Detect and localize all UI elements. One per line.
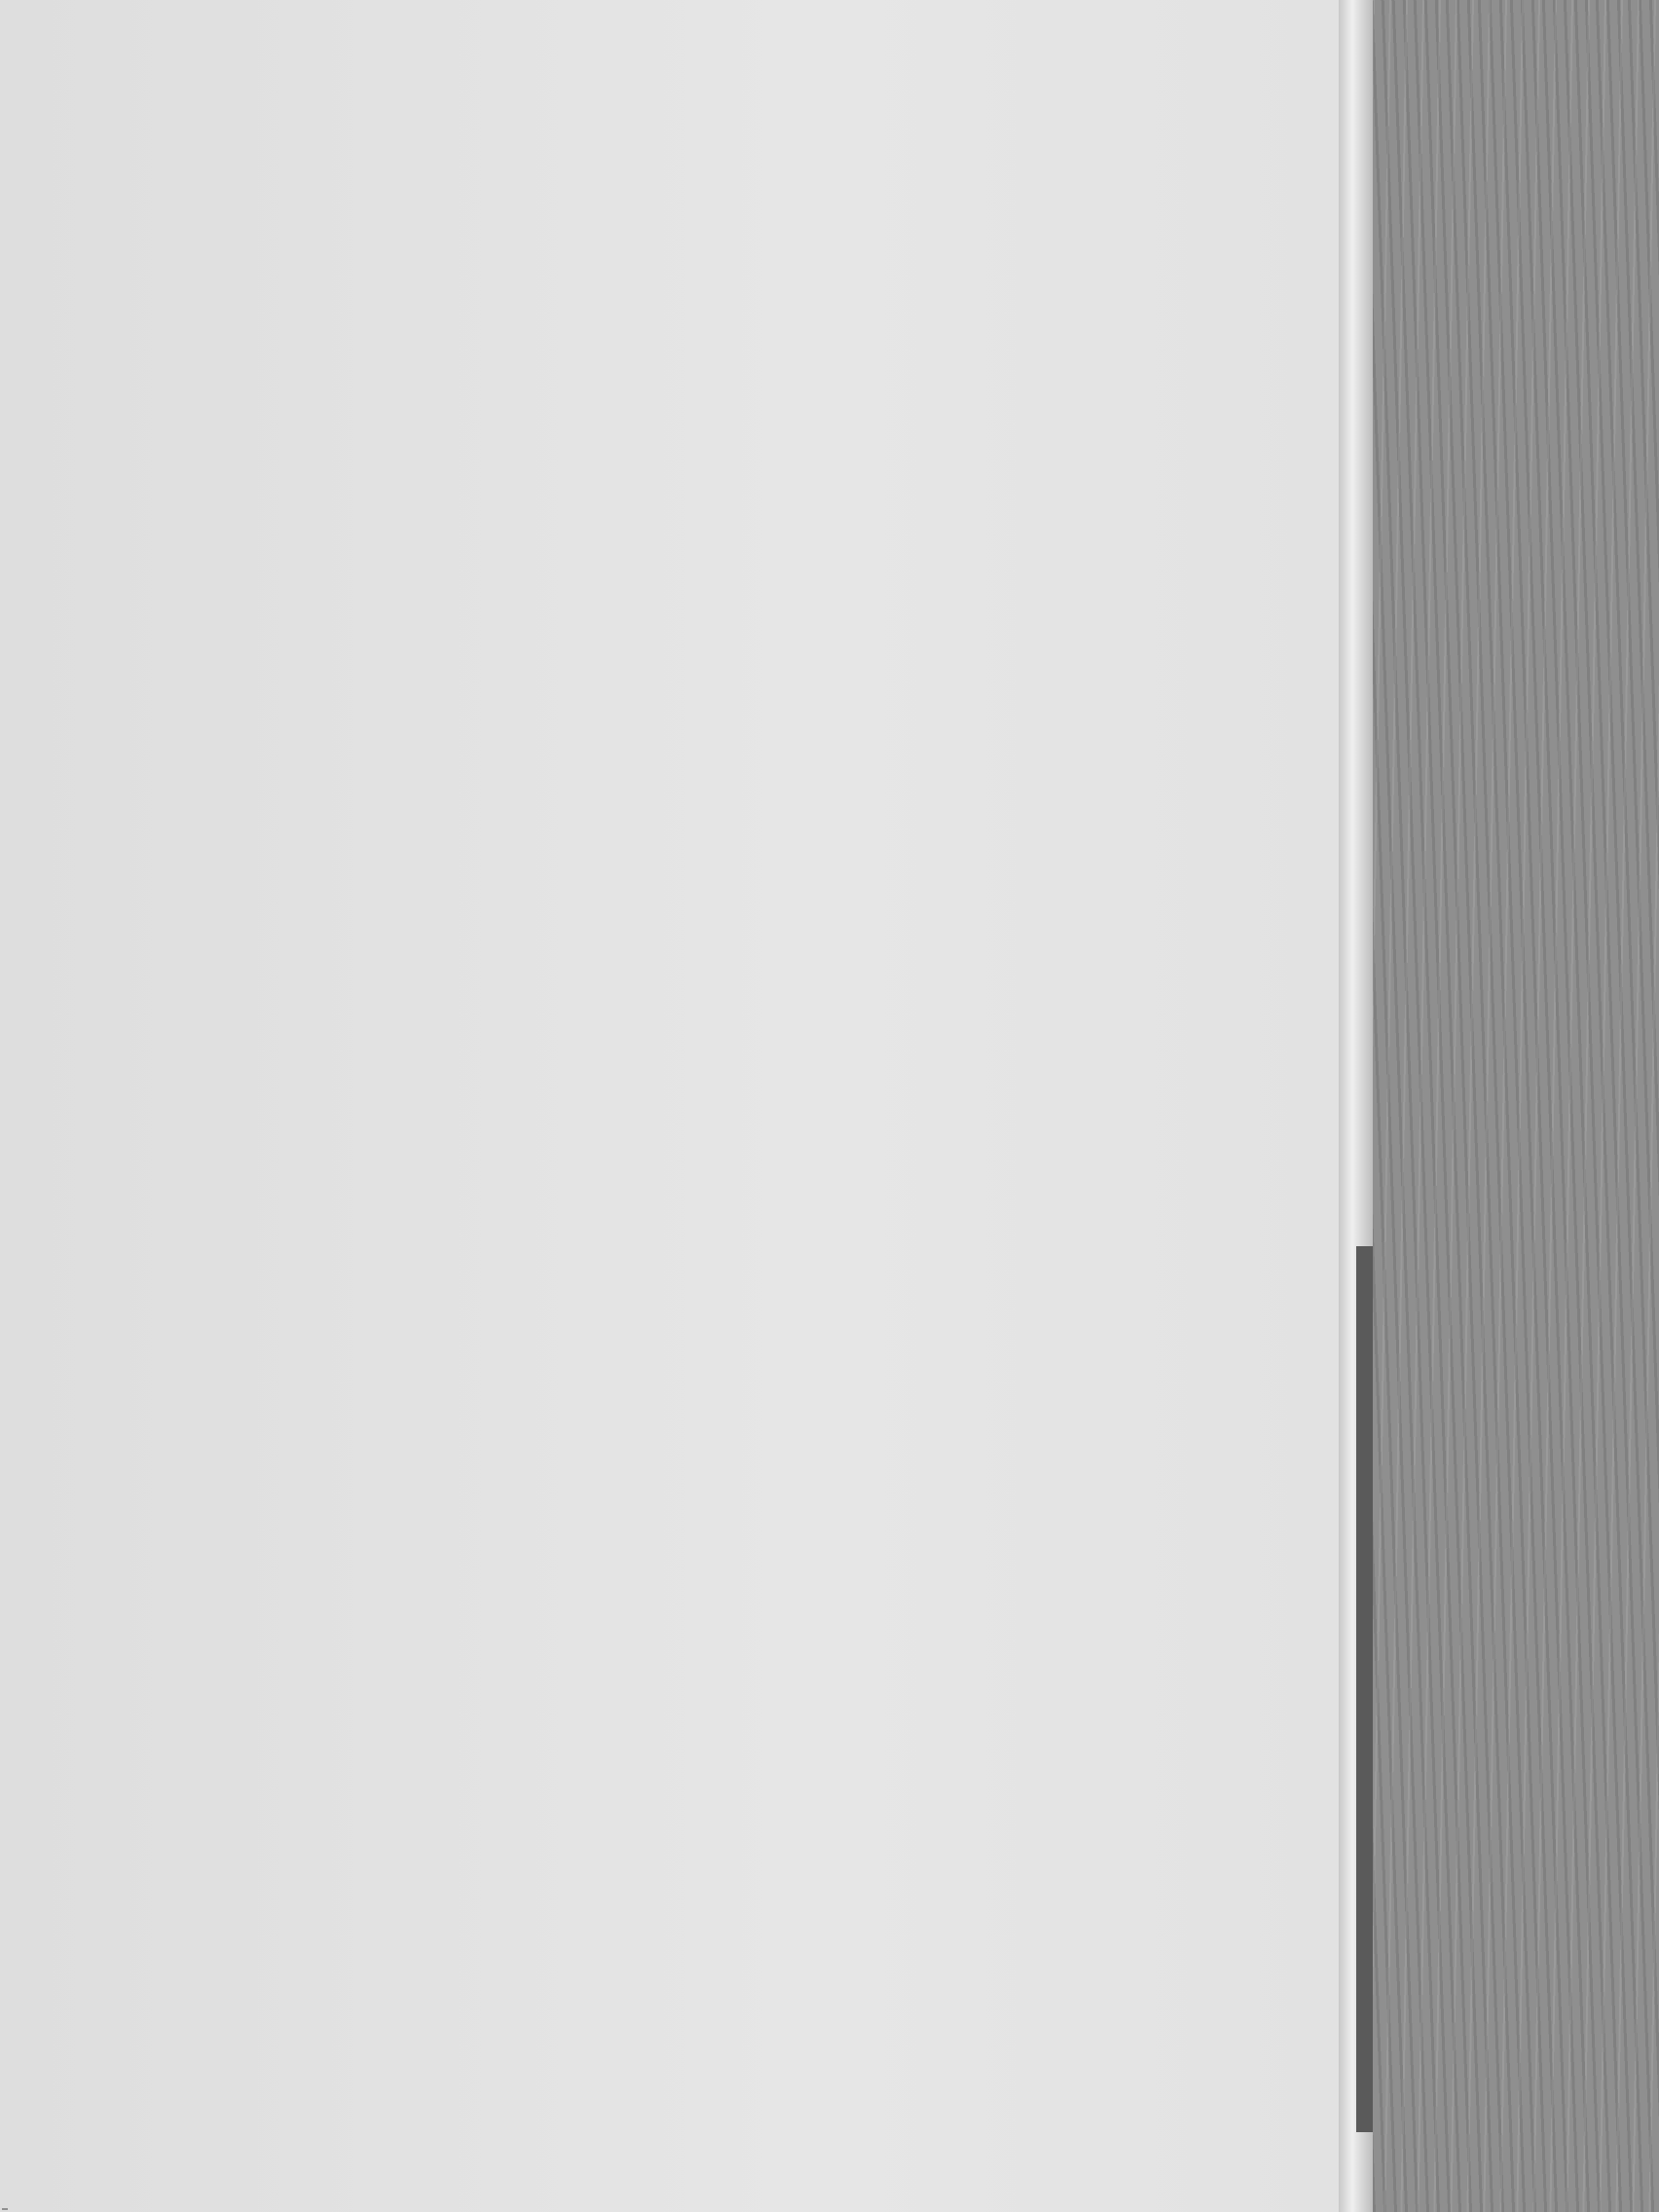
watermark bbox=[2, 2208, 8, 2210]
wooden-surface bbox=[1373, 0, 1659, 2212]
